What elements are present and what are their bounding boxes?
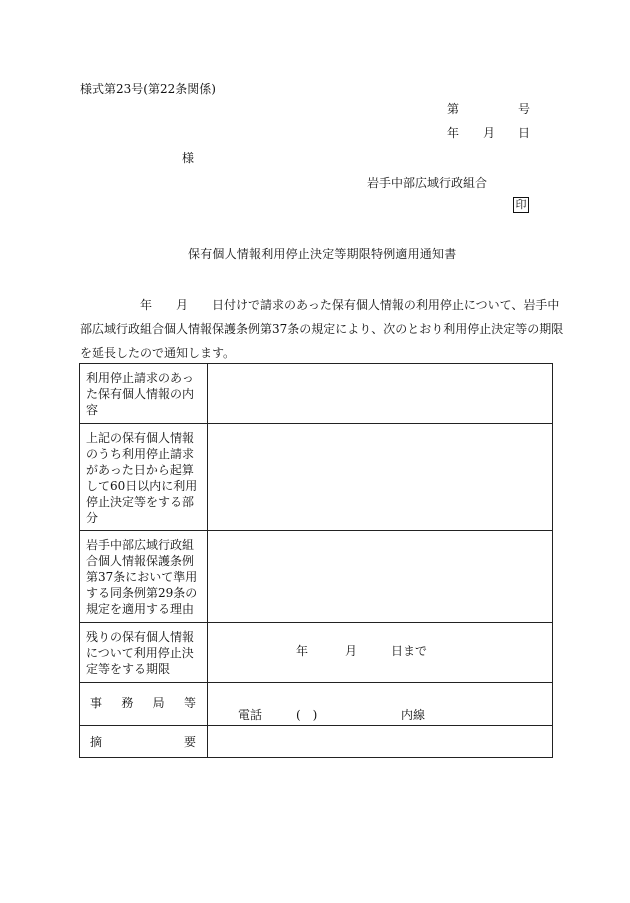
office-label-char: 局 bbox=[152, 696, 165, 710]
issuer-name: 岩手中部広域行政組合 bbox=[367, 176, 488, 190]
table-row bbox=[80, 424, 553, 531]
row-label-partial-decision: 上記の保有個人情報のうち利用停止請求があった日から起算して60日以内に利用停止決定等をする部分 bbox=[80, 424, 208, 531]
row-label-requested-info: 利用停止請求のあった保有個人情報の内容 bbox=[80, 364, 208, 424]
document-number-suffix: 号 bbox=[518, 102, 531, 116]
office-label-char: 務 bbox=[121, 696, 134, 710]
document-title: 保有個人情報利用停止決定等期限特例適用通知書 bbox=[188, 247, 457, 261]
telephone-label: 電話 bbox=[238, 708, 263, 722]
deadline-month-label: 月 bbox=[345, 644, 358, 658]
deadline-year-label: 年 bbox=[296, 644, 309, 658]
notice-body-line: を延長したので通知します。 bbox=[80, 346, 236, 360]
table-row bbox=[80, 364, 553, 424]
remarks-label-char: 摘 bbox=[90, 735, 103, 749]
row-label-reason: 岩手中部広域行政組合個人情報保護条例第37条において準用する同条例第29条の規定を適用する理由 bbox=[80, 531, 208, 623]
row-label-office bbox=[80, 683, 208, 726]
table-row bbox=[80, 726, 553, 758]
row-label-deadline: 残りの保有個人情報について利用停止決定等をする期限 bbox=[80, 623, 208, 683]
form-number: 様式第23号(第22条関係) bbox=[80, 82, 216, 96]
notice-body-line: 年 月 日付けで請求のあった保有個人情報の利用停止について、岩手中 bbox=[80, 298, 560, 312]
office-label-char: 事 bbox=[90, 696, 103, 710]
date-year-label: 年 bbox=[447, 126, 460, 140]
document-number-label: 第 bbox=[447, 102, 460, 116]
extension-label: 内線 bbox=[401, 708, 426, 722]
row-value-remarks bbox=[208, 726, 553, 758]
date-day-label: 日 bbox=[518, 126, 531, 140]
row-label-remarks bbox=[80, 726, 208, 758]
date-month-label: 月 bbox=[483, 126, 496, 140]
row-value-partial-decision bbox=[208, 424, 553, 531]
row-value-office bbox=[208, 683, 553, 726]
row-value-deadline bbox=[208, 623, 553, 683]
addressee-suffix: 様 bbox=[182, 151, 195, 165]
telephone-area-code: ( ) bbox=[296, 708, 318, 722]
table-row bbox=[80, 531, 553, 623]
notice-table bbox=[79, 363, 553, 758]
table-row bbox=[80, 683, 553, 726]
deadline-until-label: 日まで bbox=[391, 644, 428, 658]
notice-body bbox=[80, 293, 564, 365]
seal-mark: 印 bbox=[513, 197, 529, 213]
notice-body-line: 部広域行政組合個人情報保護条例第37条の規定により、次のとおり利用停止決定等の期限 bbox=[80, 322, 564, 336]
row-value-requested-info bbox=[208, 364, 553, 424]
table-row bbox=[80, 623, 553, 683]
remarks-label-char: 要 bbox=[183, 735, 196, 749]
office-label-char: 等 bbox=[183, 696, 196, 710]
row-value-reason bbox=[208, 531, 553, 623]
